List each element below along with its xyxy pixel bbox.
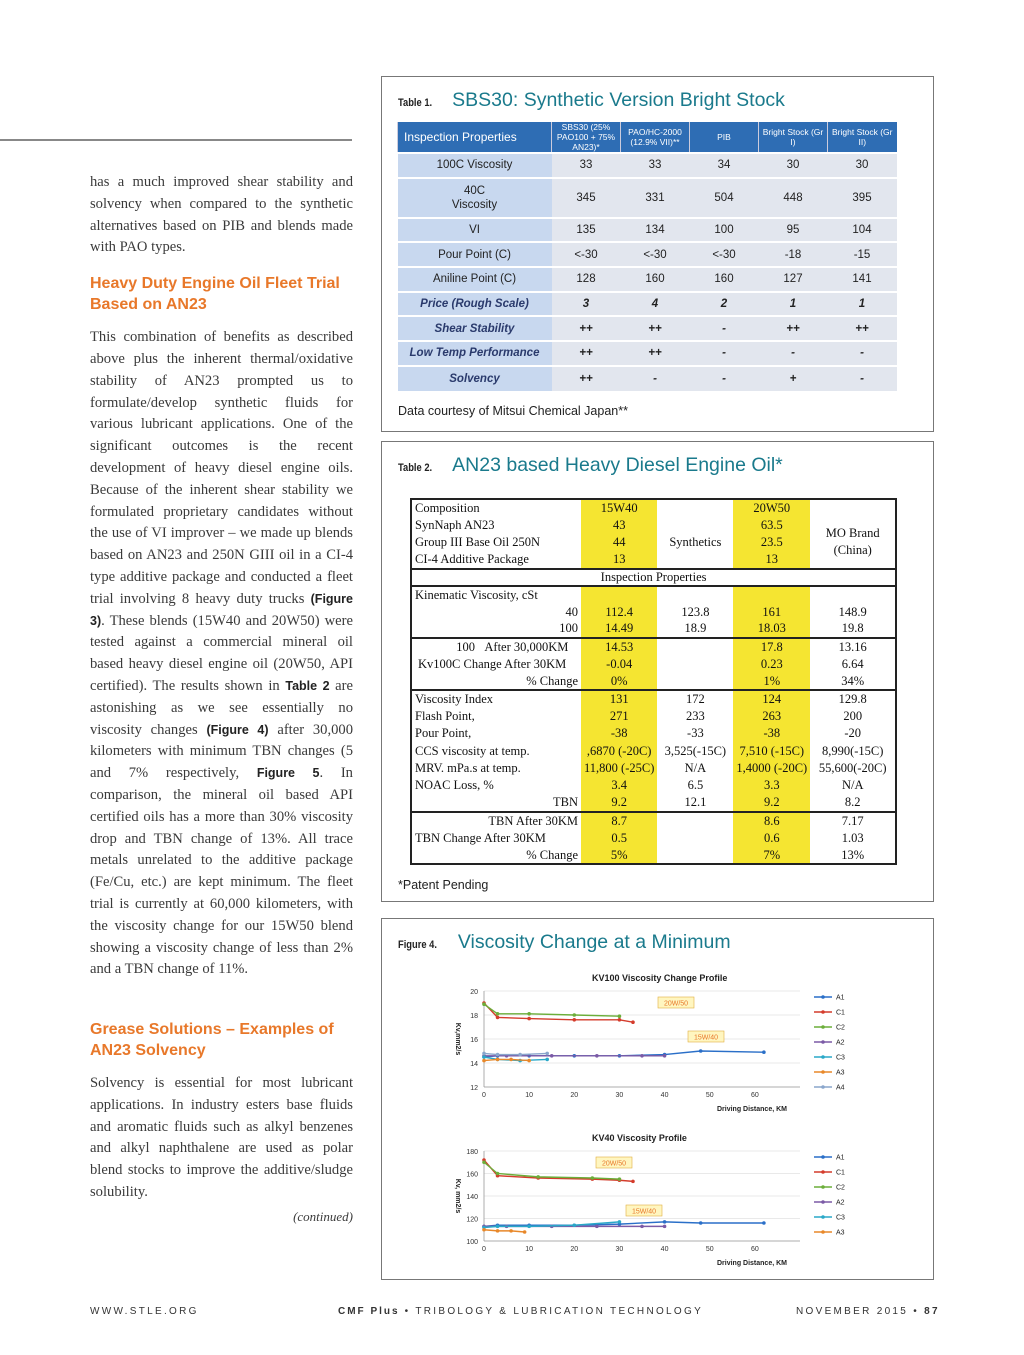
- property-name: Aniline Point (C): [398, 267, 552, 292]
- table-row: Flash Point, 271 233 263 200: [411, 708, 896, 725]
- table2-caption: [398, 454, 783, 477]
- legend-marker: [821, 1025, 825, 1029]
- data-point: [618, 1177, 622, 1181]
- data-point: [762, 1050, 766, 1054]
- legend-label: A1: [836, 1154, 845, 1162]
- data-point: [482, 1160, 486, 1164]
- property-name: Price (Rough Scale): [398, 292, 552, 317]
- footer-brand: CMF Plus: [338, 1306, 400, 1317]
- data-point: [482, 1055, 486, 1059]
- kv40-chart-svg: [442, 1129, 862, 1274]
- table-row: [398, 341, 897, 366]
- legend-label: A4: [836, 1084, 845, 1092]
- table-row: Pour Point, -38 -33 -38 -20: [411, 725, 896, 742]
- figure4-label: Figure 4.: [398, 939, 437, 951]
- legend-label: A3: [836, 1229, 845, 1237]
- data-point: [496, 1058, 500, 1062]
- table-cell: ++: [621, 316, 690, 341]
- property-name: Shear Stability: [398, 316, 552, 341]
- table-cell: ++: [552, 316, 621, 341]
- series-line-A4: [484, 1053, 547, 1054]
- table-row: CCS viscosity at temp. ,6870 (-20C) 3,525(-15C) 7,510 (-15C) 8,990(-15C): [411, 742, 896, 759]
- legend-label: A3: [836, 1069, 845, 1077]
- legend-marker: [821, 1230, 825, 1234]
- table-cell: -: [759, 341, 828, 366]
- table-cell: ++: [759, 316, 828, 341]
- table-cell: ++: [552, 366, 621, 391]
- kv100-chart-svg: [442, 969, 862, 1119]
- table-row: [398, 366, 897, 391]
- table-cell: 345: [552, 178, 621, 218]
- table-cell: <-30: [552, 242, 621, 267]
- property-name: Low Temp Performance: [398, 341, 552, 366]
- legend-marker: [821, 1055, 825, 1059]
- table-cell: -: [690, 341, 759, 366]
- legend-marker: [821, 1085, 825, 1089]
- legend-label: C1: [836, 1169, 845, 1177]
- property-name: 100C Viscosity: [398, 153, 552, 178]
- figure4-ref: (Figure 4): [206, 722, 269, 737]
- y-tick-label: 16: [470, 1037, 478, 1044]
- annotation-label: 15W/40: [693, 1034, 719, 1042]
- annotation-label: 20W/50: [663, 1000, 689, 1008]
- mo-brand-cell: MO Brand (China): [810, 516, 896, 568]
- legend-label: A2: [836, 1199, 845, 1207]
- table-cell: -: [690, 316, 759, 341]
- y-tick-label: 140: [466, 1194, 478, 1201]
- table2-label: Table 2.: [398, 462, 433, 474]
- figure3-ref: (Figure 3): [90, 591, 353, 628]
- table1-caption: [398, 89, 785, 112]
- intro-paragraph: has a much improved shear stability and solvency when compared to the synthetic alternatives based on PIB and blends made with PAO types.: [90, 174, 353, 256]
- legend-marker: [821, 1185, 825, 1189]
- table-cell: 127: [759, 267, 828, 292]
- legend-marker: [821, 1155, 825, 1159]
- table2-box: [381, 441, 934, 902]
- table-cell: +: [759, 366, 828, 391]
- table-cell: 448: [759, 178, 828, 218]
- annotation-label: 15W/40: [631, 1208, 657, 1216]
- fleet-trial-paragraph: This combination of benefits as described above plus the inherent thermal/oxidative stability of AN23 prompted us to formulate/develop synthetic fluids for various lubricant applications. One of the significant outcomes is the recent development of heavy diesel engine oils. Because of the inherent shear stability we formulated proprietary candidates without the use of VI improver – we made up blends based on AN23 and 250N GIII oil in a CI-4 type additive package and conducted a fleet trial involving 8 heavy duty trucks (Figure 3). These blends (15W40 and 20W50) were tested against a commercial mineral oil based heavy diesel engine oil (20W50, API certified). The results shown in Table 2 are astonishing as we see essentially no viscosity changes (Figure 4) after 30,000 kilometers with minimum TBN changes (5 and 7% respectively, Figure 5. In comparison, the mineral oil based API certified oils has a more than 30% viscosity drop and TBN change of 13%. All trace metals unrelated to the additive package (Fe/Cu, etc.) are kept minimum. The fleet trial is currently at 60,000 kilometers, with the viscosity change for our 15W50 blend showing a viscosity change of less than 2% and a TBN change of 11%.: [90, 329, 353, 978]
- table-cell: 395: [828, 178, 897, 218]
- table1-note: Data courtesy of Mitsui Chemical Japan**: [398, 404, 628, 418]
- property-name: 40C Viscosity: [398, 178, 552, 218]
- legend-marker: [821, 1070, 825, 1074]
- data-point: [572, 1013, 576, 1017]
- legend-marker: [821, 1170, 825, 1174]
- table-row: [398, 242, 897, 267]
- table-cell: -: [828, 341, 897, 366]
- data-point: [527, 1059, 531, 1063]
- property-name: Solvency: [398, 366, 552, 391]
- table2-ref: Table 2: [285, 678, 330, 693]
- data-point: [631, 1020, 635, 1024]
- table-cell: -: [828, 366, 897, 391]
- y-tick-label: 12: [470, 1085, 478, 1092]
- property-name: Pour Point (C): [398, 242, 552, 267]
- x-tick-label: 10: [525, 1092, 534, 1099]
- table-cell: 1: [759, 292, 828, 317]
- table1-header-0: Inspection Properties: [398, 122, 552, 153]
- table-cell: 160: [690, 267, 759, 292]
- table1-title: SBS30: Synthetic Version Bright Stock: [452, 89, 785, 111]
- data-point: [545, 1052, 549, 1056]
- data-point: [509, 1058, 513, 1062]
- table-row: MRV. mPa.s at temp. 11,800 (-25C) N/A 1,4000 (-20C) 55,600(-20C): [411, 760, 896, 777]
- x-axis-label: Driving Distance, KM: [716, 1106, 788, 1113]
- table-cell: 2: [690, 292, 759, 317]
- data-point: [595, 1054, 599, 1058]
- table-row: % Change 5% 7% 13%: [411, 847, 896, 864]
- table-cell: 160: [621, 267, 690, 292]
- data-point: [496, 1172, 500, 1176]
- data-point: [663, 1054, 667, 1058]
- y-tick-label: 100: [466, 1239, 478, 1246]
- footer-website: WWW.STLE.ORG: [90, 1306, 199, 1317]
- footer-date: NOVEMBER 2015 • 87: [796, 1306, 940, 1317]
- data-point: [496, 1053, 500, 1057]
- table-cell: -18: [759, 242, 828, 267]
- table-row: CI-4 Additive Package 13 13: [411, 551, 896, 568]
- table-row: [398, 218, 897, 243]
- table-row: SynNaph AN23 43 63.5 MO Brand (China): [411, 516, 896, 533]
- legend-label: C3: [836, 1214, 845, 1222]
- table-cell: 141: [828, 267, 897, 292]
- grease-paragraph: Solvency is essential for most lubricant applications. In industry esters base fluids and aromatic fluids such as alkyl benzenes and alkyl naphthalene are used as polar blend stocks to improve the additive/sludge solubility.: [90, 1075, 353, 1201]
- legend-marker: [821, 995, 825, 999]
- table1-label: Table 1.: [398, 97, 433, 109]
- legend-marker: [821, 1215, 825, 1219]
- table-row: [398, 292, 897, 317]
- table1-header-5: Bright Stock (Gr II): [828, 122, 897, 153]
- data-point: [699, 1221, 703, 1225]
- legend-label: C2: [836, 1184, 845, 1192]
- chart-title: KV40 Viscosity Profile: [592, 1133, 687, 1143]
- data-point: [591, 1176, 595, 1180]
- y-tick-label: 18: [470, 1013, 478, 1020]
- x-tick-label: 0: [482, 1092, 486, 1099]
- y-tick-label: 160: [466, 1171, 478, 1179]
- table-cell: 1: [828, 292, 897, 317]
- x-tick-label: 10: [525, 1246, 534, 1253]
- table-cell: 135: [552, 218, 621, 243]
- legend-marker: [821, 1200, 825, 1204]
- table1-header-1: SBS30 (25% PAO100 + 75% AN23)*: [552, 122, 621, 153]
- annotation-label: 20W/50: [601, 1160, 627, 1168]
- table-row: [398, 153, 897, 178]
- table-row: 40 112.4 123.8 161 148.9: [411, 603, 896, 620]
- data-point: [482, 1059, 486, 1063]
- table-row: 100 14.49 18.9 18.03 19.8: [411, 621, 896, 638]
- table-row: [398, 178, 897, 218]
- table-cell: 4: [621, 292, 690, 317]
- table-cell: -: [690, 366, 759, 391]
- x-tick-label: 40: [660, 1246, 669, 1253]
- x-tick-label: 20: [570, 1092, 579, 1099]
- x-tick-label: 60: [750, 1246, 759, 1253]
- data-point: [496, 1016, 500, 1020]
- y-tick-label: 180: [466, 1149, 478, 1156]
- table1-box: [381, 76, 934, 432]
- legend-marker: [821, 1010, 825, 1014]
- table-cell: -: [621, 366, 690, 391]
- chart-title: KV100 Viscosity Change Profile: [592, 973, 728, 983]
- table-row: [398, 316, 897, 341]
- table-cell: ++: [621, 341, 690, 366]
- table-cell: 128: [552, 267, 621, 292]
- table1: [397, 122, 897, 391]
- table-cell: 34: [690, 153, 759, 178]
- y-axis-label: Kv, mm2/s: [454, 1178, 461, 1214]
- table-row: Kv100C Change After 30KM -0.04 0.23 6.64: [411, 656, 896, 673]
- table-row: % Change 0% 1% 34%: [411, 673, 896, 690]
- table-cell: 504: [690, 178, 759, 218]
- table-row: [398, 267, 897, 292]
- left-column: [90, 172, 353, 1228]
- data-point: [640, 1225, 644, 1229]
- data-point: [618, 1014, 622, 1018]
- kv40-chart: [442, 1129, 862, 1274]
- table-row: Kinematic Viscosity, cSt: [411, 586, 896, 603]
- section-heading-fleet-trial: Heavy Duty Engine Oil Fleet Trial Based on AN23: [90, 275, 340, 314]
- kv100-chart: [442, 969, 862, 1119]
- page-number: 87: [924, 1306, 940, 1317]
- legend-label: A2: [836, 1039, 845, 1047]
- table-cell: -15: [828, 242, 897, 267]
- x-tick-label: 0: [482, 1246, 486, 1253]
- data-point: [496, 1229, 500, 1233]
- table-row: TBN After 30KM 8.7 8.6 7.17: [411, 812, 896, 829]
- figure4-caption: [398, 931, 731, 954]
- legend-label: C1: [836, 1009, 845, 1017]
- table-row: Composition 15W40 20W50: [411, 499, 896, 516]
- table-row: NOAC Loss, % 3.4 6.5 3.3 N/A: [411, 777, 896, 794]
- data-point: [572, 1223, 576, 1227]
- data-point: [496, 1012, 500, 1016]
- data-point: [572, 1018, 576, 1022]
- y-tick-label: 14: [470, 1061, 478, 1068]
- figure4-title: Viscosity Change at a Minimum: [457, 931, 731, 953]
- table-cell: 134: [621, 218, 690, 243]
- continued-label: (continued): [293, 1208, 353, 1224]
- data-point: [550, 1054, 554, 1058]
- table-cell: 33: [621, 153, 690, 178]
- data-point: [699, 1049, 703, 1053]
- data-point: [618, 1220, 622, 1224]
- data-point: [618, 1018, 622, 1022]
- data-point: [545, 1058, 549, 1062]
- table1-header-3: PIB: [690, 122, 759, 153]
- footer-center: CMF Plus • TRIBOLOGY & LUBRICATION TECHNOLOGY: [338, 1306, 704, 1317]
- table-cell: 3: [552, 292, 621, 317]
- x-axis-label: Driving Distance, KM: [716, 1260, 788, 1267]
- inspection-properties-header: Inspection Properties: [411, 569, 896, 586]
- legend-label: C2: [836, 1024, 845, 1032]
- data-point: [482, 1002, 486, 1006]
- table-row: Viscosity Index 131 172 124 129.8: [411, 690, 896, 707]
- table-row: [411, 569, 896, 586]
- top-rule: [0, 139, 352, 141]
- table-cell: 95: [759, 218, 828, 243]
- y-tick-label: 20: [470, 989, 478, 996]
- series-line-C1: [484, 1003, 633, 1022]
- table-cell: ++: [552, 341, 621, 366]
- section-heading-grease: Grease Solutions – Examples of AN23 Solvency: [90, 1021, 334, 1060]
- series-line-C2: [484, 1004, 619, 1016]
- data-point: [527, 1225, 531, 1229]
- data-point: [631, 1180, 635, 1184]
- figure5-ref: Figure 5: [256, 766, 320, 781]
- x-tick-label: 60: [750, 1092, 759, 1099]
- data-point: [640, 1054, 644, 1058]
- data-point: [663, 1220, 667, 1224]
- table-cell: ++: [828, 316, 897, 341]
- data-point: [518, 1053, 522, 1057]
- x-tick-label: 30: [615, 1092, 624, 1099]
- table2: [410, 498, 897, 865]
- x-tick-label: 30: [615, 1246, 624, 1253]
- data-point: [527, 1012, 531, 1016]
- data-point: [663, 1225, 667, 1229]
- table-cell: 104: [828, 218, 897, 243]
- data-point: [482, 1228, 486, 1232]
- data-point: [527, 1017, 531, 1021]
- legend-label: C3: [836, 1054, 845, 1062]
- table-row: TBN Change After 30KM 0.5 0.6 1.03: [411, 829, 896, 846]
- table2-note: *Patent Pending: [398, 878, 489, 892]
- data-point: [482, 1052, 486, 1056]
- data-point: [496, 1225, 500, 1229]
- table-row: Group III Base Oil 250N 44 Synthetics 23.5: [411, 534, 896, 551]
- legend-marker: [821, 1040, 825, 1044]
- data-point: [523, 1230, 527, 1234]
- data-point: [762, 1221, 766, 1225]
- x-tick-label: 50: [705, 1246, 714, 1253]
- table-cell: 33: [552, 153, 621, 178]
- table-cell: 100: [690, 218, 759, 243]
- data-point: [509, 1229, 513, 1233]
- property-name: VI: [398, 218, 552, 243]
- x-tick-label: 50: [705, 1092, 714, 1099]
- table-cell: <-30: [690, 242, 759, 267]
- legend-label: A1: [836, 994, 845, 1002]
- series-line-A3: [484, 1230, 525, 1232]
- x-tick-label: 40: [660, 1092, 669, 1099]
- table-cell: 331: [621, 178, 690, 218]
- table1-header-2: PAO/HC-2000 (12.9% VII)**: [621, 122, 690, 153]
- x-tick-label: 20: [570, 1246, 579, 1253]
- table-cell: <-30: [621, 242, 690, 267]
- table-row: 100 After 30,000KM 14.53 17.8 13.16: [411, 638, 896, 655]
- table-cell: 30: [759, 153, 828, 178]
- table1-header-4: Bright Stock (Gr I): [759, 122, 828, 153]
- y-axis-label: Kv,mm2/s: [454, 1022, 461, 1056]
- table-cell: 30: [828, 153, 897, 178]
- table2-title: AN23 based Heavy Diesel Engine Oil*: [452, 454, 783, 476]
- table-row: TBN 9.2 12.1 9.2 8.2: [411, 795, 896, 812]
- y-tick-label: 120: [466, 1216, 478, 1224]
- data-point: [536, 1175, 540, 1179]
- figure4-box: [381, 918, 934, 1280]
- data-point: [595, 1225, 599, 1229]
